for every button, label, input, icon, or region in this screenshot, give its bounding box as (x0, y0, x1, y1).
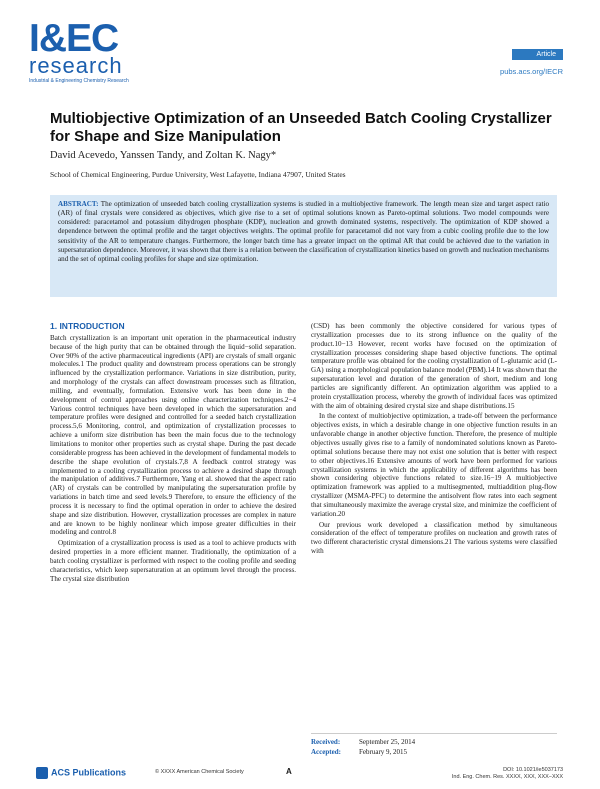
right-column (311, 322, 557, 558)
paragraph: In the context of multiobjective optimization, a trade-off between the performance objectives exists, in which a desirable change in one objective function results in an unfavorable change in another objective function. Therefore, the presence of multiple objectives usually gives rise to a family of nondominated solutions known as Pareto-optimal solutions because there may not exist one solution that is better with respect to other objectives.16 Extensive amounts of work have been performed for various crystallization systems in which the applicability of different algorithms has been shown considering objective functions related to size.16−19 A multiobjective optimization framework was applied to a multisegmented, multiaddition plug-flow crystallizer (MSMA-PFC) to determine the antisolvent flow rates into each segment that simultaneously maximize the average crystal size, and minimize the coefficient of variation.20 (311, 412, 557, 518)
accepted-label: Accepted: (311, 748, 341, 756)
paragraph: Our previous work developed a classification method by simultaneous consideration of the effect of temperature profiles on nucleation and growth rates of two different characteristic crystal dimensions.21 The various systems were classified with (311, 520, 557, 556)
section-heading: 1. INTRODUCTION (50, 321, 125, 331)
copyright: © XXXX American Chemical Society (155, 769, 244, 775)
journal-url[interactable]: pubs.acs.org/IECR (500, 67, 563, 76)
logo-sub: research (29, 53, 123, 78)
abstract-label: ABSTRACT: (58, 200, 99, 208)
doi[interactable]: DOI: 10.1021/ie5037173 (503, 767, 563, 773)
paragraph: Optimization of a crystallization process is used as a tool to achieve products with desired properties in a more efficient manner. Traditionally, the optimization of a batch cooling crystallizer is performed with respect to the cooling profile and seeding characteristics, which keep supersaturation at an optimum level through the process. The crystal size distribution (50, 539, 296, 583)
left-column (50, 322, 296, 585)
journal-logo (29, 17, 169, 84)
logo-tagline: Industrial & Engineering Chemistry Research (29, 78, 129, 84)
publisher-name: ACS Publications (51, 767, 127, 778)
article-badge: Article (512, 49, 563, 60)
received-label: Received: (311, 738, 341, 746)
page-footer (0, 767, 600, 787)
abstract-text: The optimization of unseeded batch cooling crystallization systems is studied in a multiobjective framework. The length mean size and target aspect ratio (AR) of final crystals were considered as objectives, which give rise to a set of optimal solutions known as Pareto-optimal solutions. Two model compounds were considered: paracetamol and potassium dihydrogen phosphate (KDP), nucleation and growth dominated systems, respectively. The optimization of KDP showed a dependence between the optimal profile and the target objectives weights. The optimal profile for paracetamol did not vary from a cubic cooling profile due to the low sensitivity of the AR to temperature changes. Furthermore, the longer batch time has a greater impact on the optimal AR that could be achieved due to the variation in supersaturation dependence. Moreover, it was shown that there is a relation between the classification of crystallization kinetics based on growth and nucleation mechanisms and the set of optimal cooling profiles for shape and size optimization. (58, 200, 549, 263)
page-number: A (286, 767, 292, 776)
logo-main: I&EC (29, 17, 119, 60)
acs-icon (36, 767, 48, 779)
doi-block (452, 767, 563, 781)
paper-title: Multiobjective Optimization of an Unseeded Batch Cooling Crystallizer for Shape and Size Manipulation (50, 110, 552, 145)
paragraph: Batch crystallization is an important unit operation in the pharmaceutical industry because of the high purity that can be obtained through the liquid−solid separation. Over 90% of the active pharmaceutical ingredients (API) are crystals of small organic molecules.1 The product quality and downstream process operations can be strongly influenced by the crystallization performance. Variations in size distribution, purity, and morphology of the crystals can affect downstream processes such as filtration, milling, and eventually, formulation. Extensive work has been done in the development of control approaches using online characterization techniques.2−4 Various control techniques have been developed in which the supersaturation and temperature profiles were designed and controlled for a seeded batch crystallization process.5,6 Monitoring, control, and optimization of crystallization processes to achieve a uniform size distribution has been the main focus due to the technology limitations to monitor other properties such as crystal shape. During the past decade considerable progress has been achieved in the development of fundamental models to describe the shape evolution of crystals.7,8 A feedback control strategy was implemented to a cooling crystallization process to achieve a desired shape through the manipulation of additives.7 Furthermore, Yang et al. showed that the aspect ratio (AR) of crystals can be controlled by manipulating the supersaturation profile by variations in batch time and seed levels.9 Therefore, to ensure the efficiency of the process it is necessary to find the optimal operation in order to achieve the desired shape and size distribution. However, crystallization processes are complex in nature and are known to be highly nonlinear which impose greater difficulties in their modeling and control.8 (50, 333, 296, 537)
accepted-date: February 9, 2015 (359, 748, 408, 756)
affiliation: School of Chemical Engineering, Purdue University, West Lafayette, Indiana 47907, United States (50, 170, 346, 179)
citation: Ind. Eng. Chem. Res. XXXX, XXX, XXX−XXX (451, 774, 563, 780)
received-dates (311, 733, 557, 757)
authors: David Acevedo, Yanssen Tandy, and Zoltan K. Nagy* (50, 150, 277, 161)
received-date: September 25, 2014 (359, 738, 416, 746)
publisher-logo (36, 767, 126, 779)
paragraph: (CSD) has been commonly the objective considered for various types of crystallization processes due to its strong influence on the quality of the product.10−13 However, recent works have focused on the optimization of crystallization processes considering shape based objective functions. The optimal temperature profile was obtained for the cooling crystallization of L-glutamic acid (L-GA) using a morphological population balance model (PBM).14 It was shown that the supersaturation level and duration of the generation of short, medium and long particles are significantly different. An optimization algorithm was applied to a protein crystallization process, whereby the growth of individual faces was optimized with the aim of obtaining desired crystal size and shape distributions.15 (311, 322, 557, 410)
abstract-box (50, 195, 557, 297)
